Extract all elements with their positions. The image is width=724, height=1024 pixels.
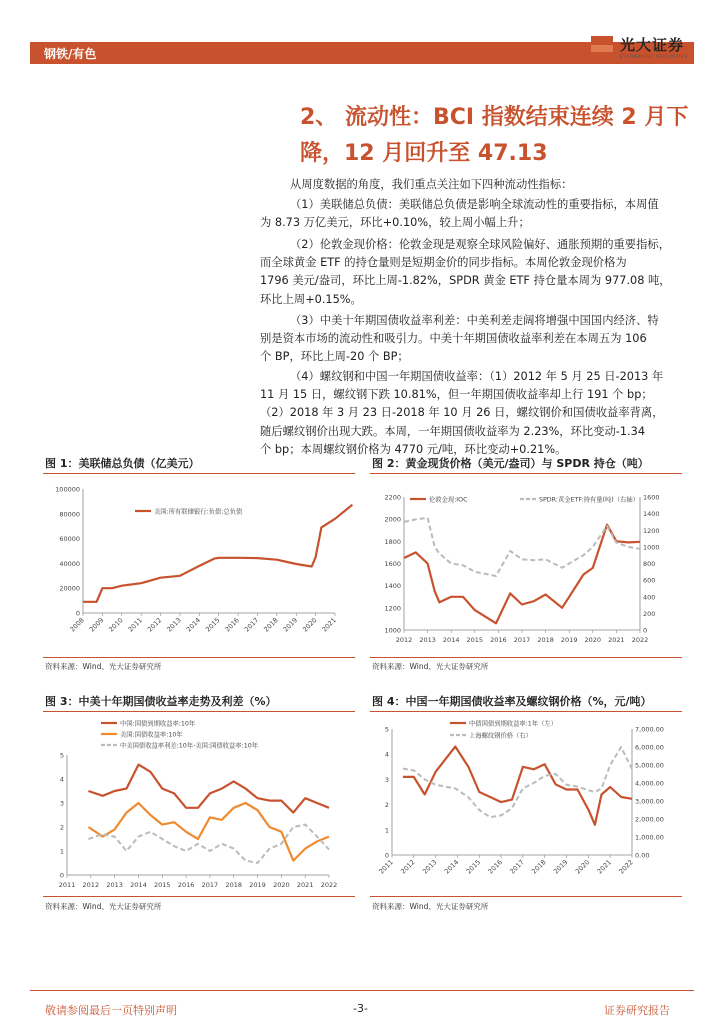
p4-line: 11 月 15 日，螺纹钢下跌 10.81%，但一年期国债收益率却上行 191 个 bp；: [260, 388, 653, 402]
y-tick-label: 4: [384, 750, 389, 759]
x-tick-label: 2014: [130, 881, 147, 889]
y-right-tick-label: 600: [643, 576, 656, 585]
y-right-tick-label: 0: [643, 626, 648, 635]
brand-subtitle: EVERBRIGHT SECURITIES: [620, 55, 688, 60]
figure-4-source: 资料来源：Wind、光大证券研究所: [372, 902, 489, 911]
footer-disclaimer[interactable]: 敬请参阅最后一页特别声明: [45, 1004, 177, 1017]
y-right-tick-label: 0.00: [635, 851, 650, 860]
x-tick-label: 2016: [490, 636, 507, 644]
y-right-tick-label: 5,000.00: [635, 761, 664, 770]
page-number: -3-: [353, 1002, 368, 1015]
paragraph-2: [260, 236, 680, 309]
x-tick-label: 2011: [58, 881, 76, 889]
legend-label: SPDR:黄金ETF:持有量(吨)（右轴）: [539, 496, 639, 504]
x-tick-label: 2019: [560, 636, 578, 644]
x-tick-label: 2012: [395, 636, 413, 644]
y-tick-label: 3: [384, 775, 389, 784]
x-tick-label: 2016: [177, 881, 195, 889]
figure-2-source: 资料来源：Wind、光大证券研究所: [372, 662, 489, 671]
p1-line: （1）美联储总负债：美联储总负债是影响全球流动性的重要指标，本周值: [290, 198, 659, 211]
y-tick-label: 20000: [59, 584, 80, 593]
x-tick-label: 2012: [399, 858, 417, 876]
y-tick-label: 2: [59, 823, 64, 832]
x-tick-label: 2013: [419, 636, 436, 644]
series-line: [404, 525, 640, 624]
p3-line: 个 BP，环比上周-20 个 BP；: [260, 350, 409, 364]
x-tick-label: 2018: [262, 616, 280, 634]
x-tick-label: 2018: [225, 881, 243, 889]
p4-line: （2）2018 年 3 月 23 日-2018 年 10 月 26 日，螺纹钢价和国债收益率背离，: [260, 406, 664, 420]
x-tick-label: 2015: [464, 858, 483, 876]
x-tick-label: 2016: [486, 858, 504, 876]
y-right-tick-label: 6,000.00: [635, 743, 664, 752]
figure-1-bottom-rule: [43, 657, 355, 658]
x-tick-label: 2015: [204, 616, 222, 634]
y-right-tick-label: 800: [643, 560, 656, 568]
y-tick-label: 5: [59, 751, 64, 760]
y-tick-label: 1: [59, 847, 64, 856]
figure-1-caption: 图 1：美联储总负债（亿美元）: [45, 457, 200, 470]
series-line: [88, 765, 329, 813]
p2-line: 环比上周+0.15%。: [260, 292, 362, 306]
y-tick-label: 2200: [384, 493, 401, 502]
y-tick-label: 0: [59, 871, 64, 880]
figure-3-bottom-rule: [43, 896, 355, 897]
x-tick-label: 2020: [573, 858, 592, 876]
x-tick-label: 2013: [165, 616, 183, 634]
y-tick-label: 2: [384, 801, 389, 810]
x-tick-label: 2015: [466, 636, 484, 644]
figure-2-bottom-rule: [370, 657, 682, 658]
figure-1-chart: [43, 475, 355, 655]
y-tick-label: 60000: [59, 535, 80, 544]
paragraph-intro: [260, 176, 680, 194]
figure-4-caption: 图 4：中国一年期国债收益率及螺纹钢价格（%，元/吨）: [372, 695, 652, 708]
section-title: [300, 100, 700, 172]
x-tick-label: 2021: [296, 881, 314, 889]
brand-name: 光大证券: [620, 36, 685, 54]
y-tick-label: 2000: [384, 515, 401, 524]
x-tick-label: 2019: [552, 858, 570, 876]
figure-4-chart: [370, 713, 682, 895]
y-right-tick-label: 1600: [643, 493, 660, 502]
series-line: [403, 747, 632, 825]
p4-line: 个 bp；本周螺纹钢价格为 4770 元/吨，环比变动+0.21%。: [260, 442, 567, 456]
figure-2-rule: [370, 473, 682, 474]
y-right-tick-label: 1200: [643, 526, 660, 535]
x-tick-label: 2017: [513, 636, 531, 644]
x-tick-label: 2018: [537, 636, 554, 644]
figure-2-chart: [370, 475, 682, 655]
y-tick-label: 40000: [59, 559, 80, 568]
legend-label: 伦敦金现:IOC: [429, 496, 468, 504]
x-tick-label: 2015: [153, 881, 171, 889]
y-tick-label: 4: [59, 775, 64, 784]
figure-3-caption: 图 3：中美十年期国债收益率走势及利差（%）: [45, 695, 277, 708]
title-line-1: 2、 流动性：BCI 指数结束连续 2 月下: [300, 105, 689, 130]
x-tick-label: 2014: [442, 636, 460, 644]
y-tick-label: 0: [384, 851, 389, 860]
figure-2-caption: 图 2：黄金现货价格（美元/盎司）与 SPDR 持仓（吨）: [372, 457, 649, 470]
y-right-tick-label: 1000: [643, 543, 660, 552]
y-right-tick-label: 7,000.00: [635, 725, 664, 734]
footer-rule: [30, 990, 694, 991]
x-tick-label: 2022: [320, 881, 338, 889]
y-right-tick-label: 1400: [643, 510, 660, 519]
p4-line: 随后螺纹钢价出现大跌。本周，一年期国债收益率为 2.23%，环比变动-1.34: [260, 424, 646, 438]
p1-line: 为 8.73 万亿美元，环比+0.10%，较上周小幅上升；: [260, 216, 530, 230]
y-tick-label: 1200: [384, 604, 401, 613]
y-right-tick-label: 200: [643, 609, 656, 618]
series-line: [83, 505, 352, 602]
x-tick-label: 2012: [82, 881, 100, 889]
legend-label: 中国:国债到期收益率:10年: [120, 720, 196, 728]
x-tick-label: 2013: [421, 858, 439, 876]
p4-line: （4）螺纹钢和中国一年期国债收益率：（1）2012 年 5 月 25 日-2013 年: [290, 370, 664, 383]
paragraph-4: [260, 368, 680, 459]
x-tick-label: 2014: [442, 858, 461, 876]
x-tick-label: 2020: [584, 636, 602, 644]
x-tick-label: 2008: [68, 616, 86, 634]
x-tick-label: 2019: [281, 616, 300, 634]
y-tick-label: 100000: [55, 485, 80, 494]
x-tick-label: 2021: [320, 616, 338, 634]
x-tick-label: 2021: [608, 636, 625, 644]
y-tick-label: 3: [59, 799, 64, 808]
p2-line: 1796 美元/盎司，环比上周-1.82%，SPDR 黄金 ETF 持仓量本周为 977.08 吨，: [260, 274, 671, 288]
y-tick-label: 1600: [384, 560, 401, 568]
y-tick-label: 1000: [384, 626, 401, 635]
brand-logo-icon: [589, 34, 615, 64]
y-tick-label: 0: [75, 609, 80, 618]
p2-line: （2）伦敦金现价格：伦敦金现是观察全球风险偏好、通胀预期的重要指标，: [290, 238, 670, 251]
y-tick-label: 5: [384, 725, 389, 734]
y-tick-label: 80000: [59, 510, 80, 519]
p3-line: 别是资本市场的流动性和吸引力。中美十年期国债收益率利差在本周五为 106: [260, 332, 647, 346]
x-tick-label: 2016: [223, 616, 241, 634]
x-tick-label: 2017: [242, 616, 261, 634]
p2-line: 而全球黄金 ETF 的持仓量则是短期金价的同步指标。本周伦敦金现价格为: [260, 256, 627, 270]
figure-3-source: 资料来源：Wind、光大证券研究所: [45, 902, 162, 911]
y-right-tick-label: 400: [643, 593, 656, 602]
x-tick-label: 2011: [126, 616, 144, 634]
x-tick-label: 2017: [508, 858, 526, 876]
title-line-2: 降，12 月回升至 47.13: [300, 141, 548, 166]
x-tick-label: 2022: [617, 858, 635, 876]
x-tick-label: 2017: [201, 881, 219, 889]
paragraph-1: [260, 196, 680, 232]
figure-4-bottom-rule: [370, 896, 682, 897]
legend-label: 美国:所有联储银行:负债:总负债: [154, 508, 243, 516]
intro-text: 从周度数据的角度，我们重点关注如下四种流动性指标：: [290, 178, 573, 191]
x-tick-label: 2019: [249, 881, 266, 889]
x-tick-label: 2018: [530, 858, 548, 876]
y-tick-label: 1400: [384, 582, 401, 591]
legend-label: 上海螺纹钢价格（右）: [469, 732, 532, 740]
y-tick-label: 1: [384, 826, 389, 835]
p3-line: （3）中美十年期国债收益率利差：中美利差走阔将增强中国国内经济、特: [290, 314, 659, 327]
x-tick-label: 2021: [595, 858, 614, 876]
x-tick-label: 2022: [631, 636, 649, 644]
y-right-tick-label: 2,000.00: [635, 815, 664, 824]
y-tick-label: 1800: [384, 537, 401, 546]
figure-4-rule: [370, 711, 682, 712]
paragraph-3: [260, 312, 680, 367]
y-right-tick-label: 3,000.00: [635, 797, 664, 806]
legend-label: 中债国债到期收益率:1年（左）: [469, 720, 557, 728]
x-tick-label: 2014: [184, 616, 203, 634]
figure-1-rule: [43, 473, 355, 474]
x-tick-label: 2010: [107, 616, 125, 634]
x-tick-label: 2020: [301, 616, 319, 634]
series-line: [404, 518, 640, 576]
figure-3-rule: [43, 711, 355, 712]
x-tick-label: 2011: [377, 858, 395, 876]
section-tag: 钢铁/有色: [44, 47, 97, 61]
x-tick-label: 2013: [106, 881, 123, 889]
x-tick-label: 2012: [146, 616, 164, 634]
legend-label: 美国:国债收益率:10年: [120, 731, 183, 739]
figure-1-source: 资料来源：Wind、光大证券研究所: [45, 662, 162, 671]
x-tick-label: 2009: [87, 616, 106, 634]
footer-report-type: 证券研究报告: [604, 1004, 670, 1017]
x-tick-label: 2020: [273, 881, 290, 889]
legend-label: 中美国债收益率利差:10年-美国:国债收益率:10年: [120, 742, 259, 750]
figure-3-chart: [43, 713, 355, 895]
y-right-tick-label: 1,000.00: [635, 833, 664, 842]
y-right-tick-label: 4,000.00: [635, 779, 664, 788]
